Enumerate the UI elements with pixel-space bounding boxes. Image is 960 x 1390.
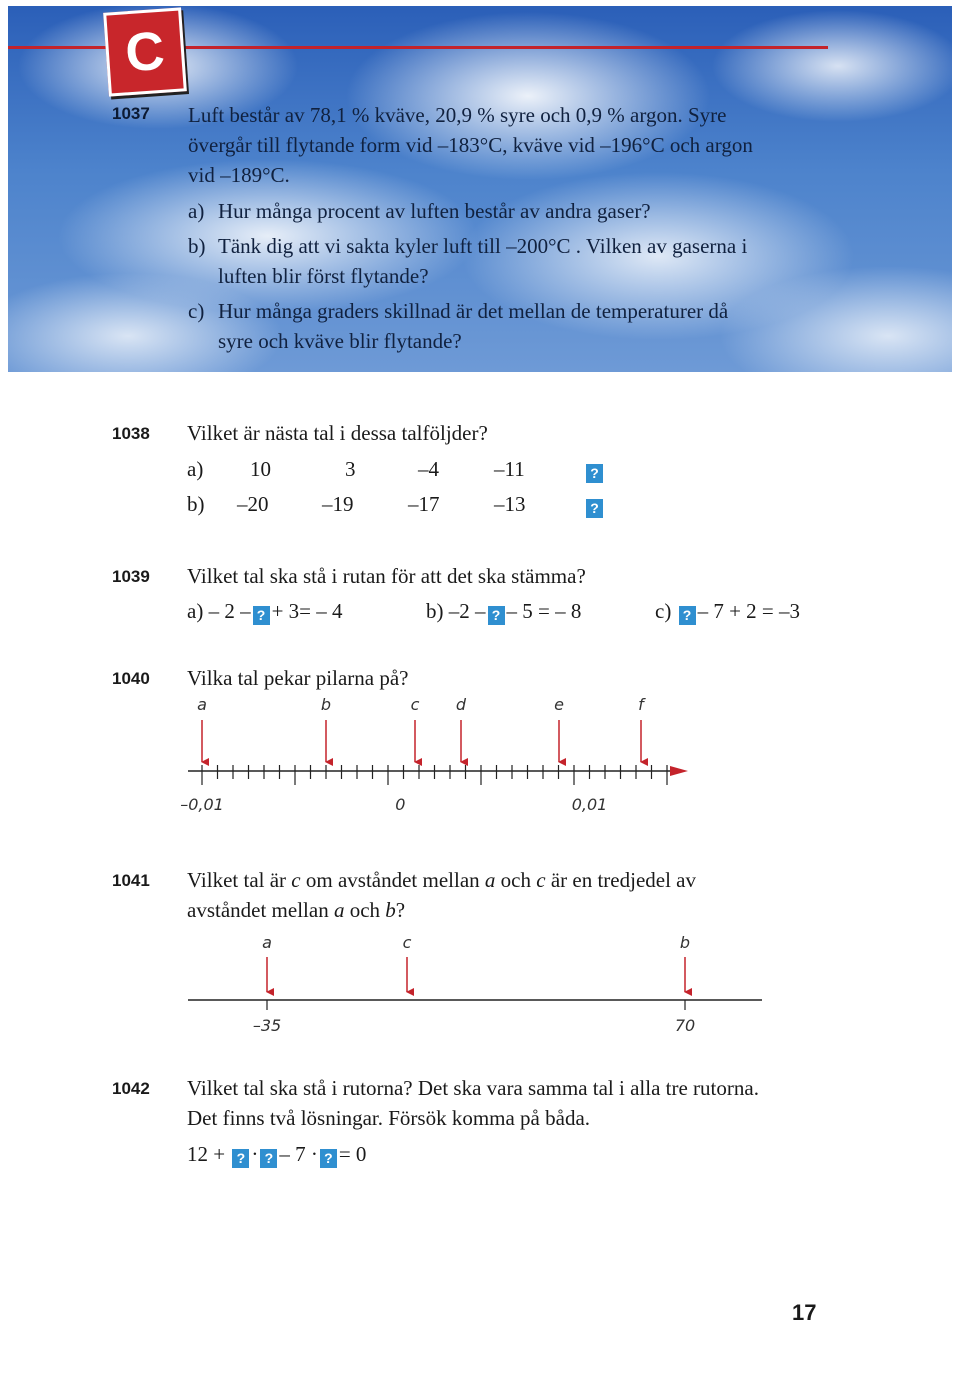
var-a: a xyxy=(484,868,496,892)
question-box[interactable]: ? xyxy=(586,499,603,518)
arrow-label-b: b xyxy=(679,933,691,952)
exercise-number-1041: 1041 xyxy=(112,871,150,890)
tick-label: 0 xyxy=(395,795,406,814)
arrow-label-a: a xyxy=(262,933,272,952)
page-number: 17 xyxy=(792,1300,817,1325)
var-a: a xyxy=(333,898,345,922)
question-box[interactable]: ? xyxy=(586,464,603,483)
exercise-number-1042: 1042 xyxy=(112,1079,150,1098)
sequence-b-value: –20 xyxy=(237,492,269,516)
arrow-label-c: c xyxy=(402,933,412,952)
exercise-1038-question: Vilket är nästa tal i dessa talföljder? xyxy=(187,421,488,445)
exercise-1037-a-text: Hur många procent av luften består av andra gaser? xyxy=(218,199,651,223)
var-c: c xyxy=(291,868,301,892)
tick-label: 0,01 xyxy=(571,795,608,814)
sequence-a-value: 10 xyxy=(250,457,271,481)
question-box[interactable]: ? xyxy=(320,1149,337,1168)
exercise-1039-b-label: b) xyxy=(426,599,444,623)
q-text: och xyxy=(344,898,386,922)
exercise-1038-a-label: a) xyxy=(187,457,204,481)
arrow-label-a: a xyxy=(197,695,207,714)
exercise-1037-b-label: b) xyxy=(188,234,206,258)
exercise-number-1038: 1038 xyxy=(112,424,150,443)
exercise-1038-b-label: b) xyxy=(187,492,205,516)
question-box[interactable]: ? xyxy=(488,606,505,625)
axis-arrowhead xyxy=(670,766,688,776)
q-text: om avståndet mellan xyxy=(300,868,485,892)
exercise-number-1037: 1037 xyxy=(112,104,150,123)
question-box[interactable]: ? xyxy=(260,1149,277,1168)
exercise-1037-a-label: a) xyxy=(188,199,205,223)
exercise-1037-intro-line3: vid –189°C. xyxy=(188,163,290,187)
var-c: c xyxy=(536,868,546,892)
arrow-label-f: f xyxy=(638,695,644,714)
exercise-1039-a-post: + 3= – 4 xyxy=(271,599,343,623)
q-text: och xyxy=(495,868,537,892)
sequence-a-value: –11 xyxy=(494,457,525,481)
sequence-b-value: –17 xyxy=(408,492,440,516)
question-box[interactable]: ? xyxy=(679,606,696,625)
exercise-1039-a-label: a) xyxy=(187,599,204,623)
sequence-a-value: 3 xyxy=(345,457,356,481)
exercise-1037-b-text-line2: luften blir först flytande? xyxy=(218,264,429,288)
chapter-logo-letter: C xyxy=(123,20,167,84)
exercise-1042-line2: Det finns två lösningar. Försök komma på båda. xyxy=(187,1106,591,1130)
eq-text: = 0 xyxy=(338,1142,367,1166)
exercise-1039-c-post: – 7 + 2 = –3 xyxy=(697,599,801,623)
tick-label: –0,01 xyxy=(180,795,224,814)
exercise-1042-line1: Vilket tal ska stå i rutorna? Det ska vara samma tal i alla tre rutorna. xyxy=(187,1076,759,1100)
sequence-b-value: –19 xyxy=(322,492,354,516)
arrow-label-d: d xyxy=(455,695,467,714)
exercise-1037-b-text-line1: Tänk dig att vi sakta kyler luft till –200°C . Vilken av gaserna i xyxy=(218,234,748,258)
exercise-1037-c-text-line2: syre och kväve blir flytande? xyxy=(218,329,462,353)
exercise-1039-a-pre: – 2 – xyxy=(208,599,251,623)
arrow-label-c: c xyxy=(410,695,420,714)
tick-label: 70 xyxy=(674,1016,696,1035)
eq-text: – 7 · xyxy=(279,1142,318,1166)
q-text: ? xyxy=(395,898,406,922)
var-b: b xyxy=(385,898,396,922)
exercise-1037-intro-line2: övergår till flytande form vid –183°C, kväve vid –196°C och argon xyxy=(188,133,753,157)
eq-text: · xyxy=(251,1142,259,1166)
exercise-number-1039: 1039 xyxy=(112,567,150,586)
exercise-number-1040: 1040 xyxy=(112,669,150,688)
arrow-label-e: e xyxy=(554,695,564,714)
exercise-1039-b-post: – 5 = – 8 xyxy=(506,599,582,623)
exercise-1037-c-text-line1: Hur många graders skillnad är det mellan de temperaturer då xyxy=(218,299,729,323)
tick-label: –35 xyxy=(252,1016,282,1035)
sequence-a-value: –4 xyxy=(418,457,439,481)
q-text: är en tredjedel av xyxy=(545,868,696,892)
exercise-1037-intro-line1: Luft består av 78,1 % kväve, 20,9 % syre och 0,9 % argon. Syre xyxy=(188,103,727,127)
q-text: Vilket tal är xyxy=(187,868,292,892)
question-box[interactable]: ? xyxy=(232,1149,249,1168)
arrow-label-b: b xyxy=(320,695,332,714)
q-text: avståndet mellan xyxy=(187,898,334,922)
exercise-1037-c-label: c) xyxy=(188,299,205,323)
eq-text: 12 + xyxy=(187,1142,226,1166)
exercise-1039-c-label: c) xyxy=(655,599,672,623)
sequence-b-value: –13 xyxy=(494,492,526,516)
number-line-1040 xyxy=(180,695,688,814)
exercise-1039-question: Vilket tal ska stå i rutan för att det ska stämma? xyxy=(187,564,586,588)
question-box[interactable]: ? xyxy=(253,606,270,625)
exercise-1040-question: Vilka tal pekar pilarna på? xyxy=(187,666,409,690)
exercise-1039-b-pre: –2 – xyxy=(448,599,486,623)
number-line-1041 xyxy=(188,933,762,1035)
